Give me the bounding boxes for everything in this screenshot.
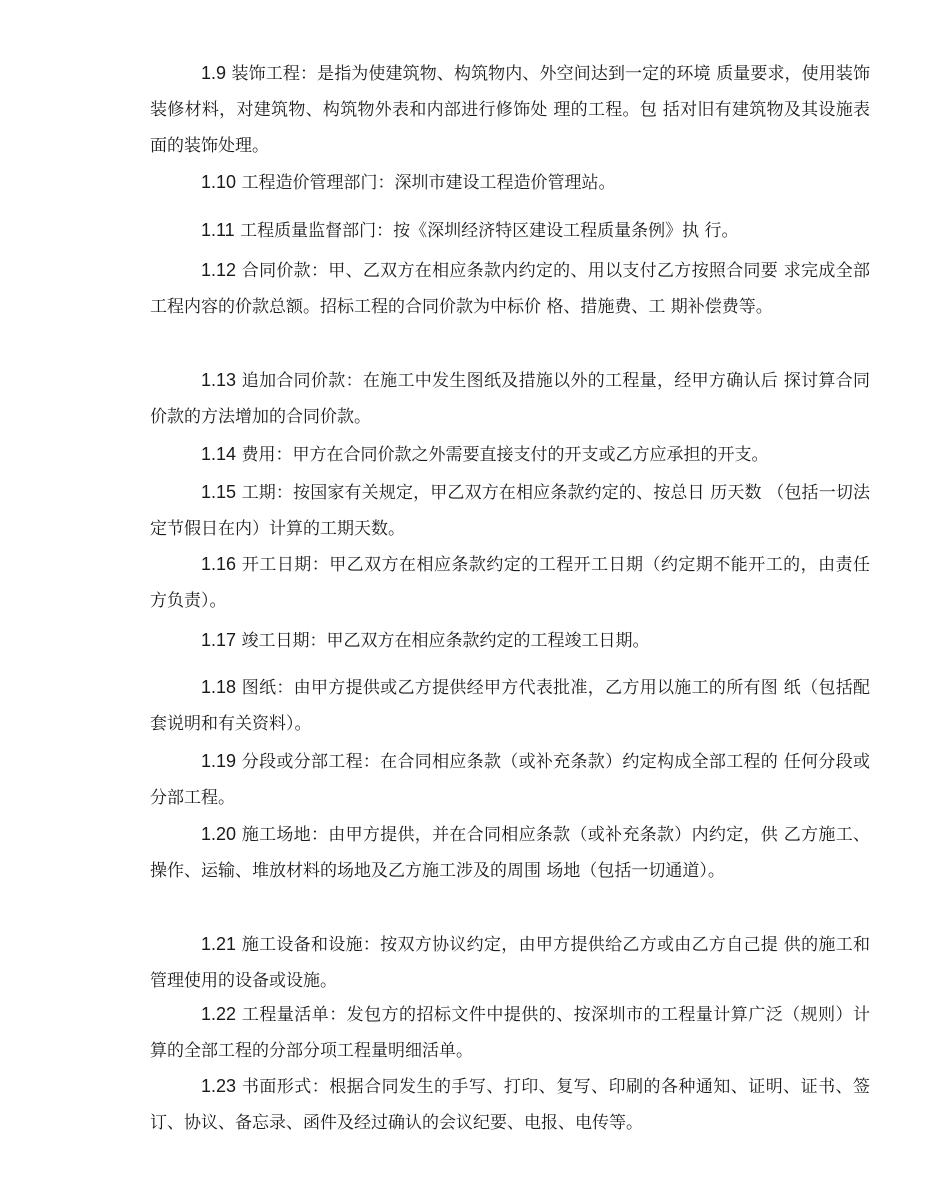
- clause-text: 书面形式：根据合同发生的手写、打印、复写、印刷的各种通知、证明、证书、签订、协议、备忘录、函件及经过确认的会议纪要、电报、电传等。: [150, 1077, 871, 1133]
- clause-number: 1.15: [201, 482, 237, 502]
- clause-number: 1.21: [201, 934, 237, 954]
- clause-1-23: [150, 1068, 870, 1141]
- clause-1-19: [150, 743, 870, 816]
- clause-text: 工程造价管理部门：深圳市建设工程造价管理站。: [241, 173, 616, 193]
- clause-1-22: [150, 996, 870, 1069]
- clause-number: 1.22: [201, 1004, 237, 1024]
- clause-1-17: [150, 622, 870, 659]
- clause-text: 施工设备和设施：按双方协议约定，由甲方提供给乙方或由乙方自己提 供的施工和管理使用的设备或设施。: [150, 935, 871, 991]
- clause-text: 工程质量监督部门：按《深圳经济特区建设工程质量条例》执 行。: [240, 221, 739, 241]
- clause-1-21: [150, 926, 870, 999]
- clause-number: 1.9: [201, 63, 227, 83]
- clause-1-20: [150, 816, 870, 889]
- clause-1-13: [150, 362, 870, 435]
- clause-text: 开工日期：甲乙双方在相应条款约定的工程开工日期（约定期不能开工的，由责任方负责）。: [150, 555, 871, 611]
- clause-1-12: [150, 252, 870, 325]
- clause-number: 1.18: [201, 677, 237, 697]
- clause-number: 1.10: [201, 172, 237, 192]
- clause-text: 装饰工程：是指为使建筑物、构筑物内、外空间达到一定的环境 质量要求，使用装饰装修材料，对建筑物、构筑物外表和内部进行修饰处 理的工程。包 括对旧有建筑物及其设施表面的装饰处理。: [150, 64, 870, 156]
- clause-1-18: [150, 669, 870, 742]
- clause-1-11: [150, 212, 870, 249]
- clause-number: 1.23: [201, 1076, 237, 1096]
- clause-number: 1.14: [201, 444, 237, 464]
- clause-text: 竣工日期：甲乙双方在相应条款约定的工程竣工日期。: [241, 631, 650, 651]
- clause-number: 1.17: [201, 630, 237, 650]
- clause-text: 追加合同价款：在施工中发生图纸及措施以外的工程量，经甲方确认后 探讨算合同价款的方法增加的合同价款。: [150, 371, 871, 427]
- clause-text: 图纸：由甲方提供或乙方提供经甲方代表批准，乙方用以施工的所有图 纸（包括配套说明和有关资料）。: [150, 678, 871, 734]
- clause-1-16: [150, 546, 870, 619]
- clause-number: 1.20: [201, 824, 237, 844]
- clause-number: 1.13: [201, 370, 237, 390]
- clause-1-9: [150, 55, 870, 164]
- clause-text: 费用：甲方在合同价款之外需要直接支付的开支或乙方应承担的开支。: [241, 445, 769, 465]
- clause-text: 施工场地：由甲方提供，并在合同相应条款（或补充条款）内约定，供 乙方施工、操作、运输、堆放材料的场地及乙方施工涉及的周围 场地（包括一切通道）。: [150, 825, 871, 881]
- clause-1-15: [150, 474, 870, 547]
- clause-text: 合同价款：甲、乙双方在相应条款内约定的、用以支付乙方按照合同要 求完成全部工程内容的价款总额。招标工程的合同价款为中标价 格、措施费、工 期补偿费等。: [150, 261, 871, 317]
- clause-1-10: [150, 164, 870, 201]
- clause-number: 1.16: [201, 554, 237, 574]
- clause-text: 工程量活单：发包方的招标文件中提供的、按深圳市的工程量计算广泛（规则）计算的全部工程的分部分项工程量明细活单。: [150, 1005, 871, 1061]
- clause-number: 1.19: [201, 751, 237, 771]
- clause-text: 工期：按国家有关规定，甲乙双方在相应条款约定的、按总日 历天数 （包括一切法定节假日在内）计算的工期天数。: [150, 483, 870, 539]
- clause-text: 分段或分部工程：在合同相应条款（或补充条款）约定构成全部工程的 任何分段或分部工程。: [150, 752, 871, 808]
- clause-number: 1.12: [201, 260, 237, 280]
- clause-number: 1.11: [201, 220, 235, 240]
- clause-1-14: [150, 436, 870, 473]
